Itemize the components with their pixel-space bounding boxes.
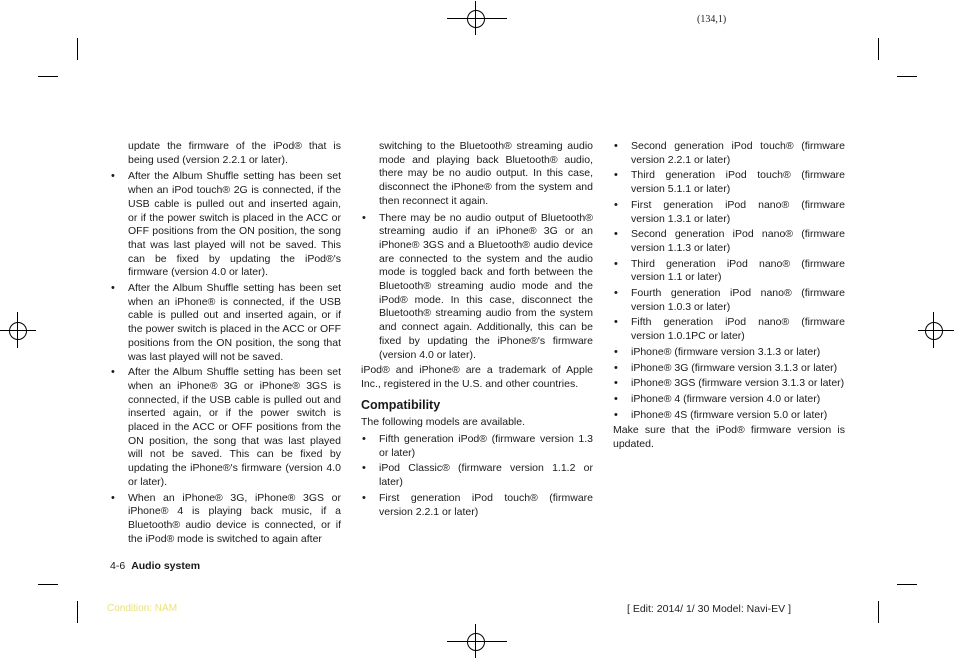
condition-label: Condition: NAM [107, 603, 178, 614]
list-item: • iPhone® 4S (firmware version 5.0 or later) [613, 409, 845, 423]
list-item: • First generation iPod nano® (firmware version 1.3.1 or later) [613, 199, 845, 226]
trademark-notice: iPod® and iPhone® are a trademark of Apple Inc., registered in the U.S. and other countries. [361, 364, 593, 390]
page-reference: (134,1) [697, 14, 727, 25]
list-item: • iPhone® (firmware version 3.1.3 or later) [613, 346, 845, 360]
model-list [613, 140, 845, 422]
list-item: • Third generation iPod nano® (firmware version 1.1 or later) [613, 258, 845, 285]
section-heading: Compatibility [361, 397, 441, 412]
list-item: • There may be no audio output of Bluetooth® streaming audio if an iPhone® 3G or an iPhone® 3GS and a Bluetooth® audio device are connected to the system and the audio mode is toggled back and forth between the Bluetooth® streaming audio mode and the iPod® mode. In this case, disconnect the Bluetooth® streaming audio from the system and connect again. Additionally, this can be fixed by updating the iPhone®'s firmware (version 4.0 or later). [361, 212, 593, 363]
note-list [361, 212, 593, 363]
list-item: • iPod Classic® (firmware version 1.1.2 or later) [361, 462, 593, 489]
intro-text: The following models are available. [361, 416, 526, 429]
model-list [361, 433, 593, 519]
page-footer [110, 560, 200, 572]
list-item: • Second generation iPod nano® (firmware version 1.1.3 or later) [613, 228, 845, 255]
list-item: • iPhone® 3G (firmware version 3.1.3 or later) [613, 362, 845, 376]
column-2 [361, 140, 593, 521]
continued-paragraph: switching to the Bluetooth® streaming audio mode and playing back Bluetooth® audio, there may be no audio output. In this case, disconnect the iPhone® from the system and then reconnect it again. [379, 140, 593, 207]
column-1 [110, 140, 341, 548]
list-item: • After the Album Shuffle setting has been set when an iPhone® 3G or iPhone® 3GS is connected, if the USB cable is pulled out and inserted again, or if the power switch is placed in the ACC or OFF positions from the ON position, the song that was last played will not be saved. This can be fixed by updating the iPhone®'s firmware (version 4.0 or later). [110, 366, 341, 489]
continued-paragraph: update the firmware of the iPod® that is being used (version 2.2.1 or later). [128, 140, 341, 166]
edit-info: [ Edit: 2014/ 1/ 30 Model: Navi-EV ] [627, 603, 792, 615]
list-item: • When an iPhone® 3G, iPhone® 3GS or iPhone® 4 is playing back music, if a Bluetooth® audio device is connected, or if the iPod® mode is switched to again after [110, 492, 341, 547]
list-item: • iPhone® 4 (firmware version 4.0 or later) [613, 393, 845, 407]
list-item: • Fifth generation iPod nano® (firmware version 1.0.1PC or later) [613, 316, 845, 343]
section-name: Audio system [131, 560, 201, 572]
list-item: • After the Album Shuffle setting has been set when an iPod touch® 2G is connected, if the USB cable is pulled out and inserted again, or if the power switch is placed in the ACC or OFF positions from the ON position, the song that was last played will not be saved. This can be fixed by updating the iPod®'s firmware (version 4.0 or later). [110, 170, 341, 280]
closing-note: Make sure that the iPod® firmware version is updated. [613, 424, 845, 451]
list-item: • iPhone® 3GS (firmware version 3.1.3 or later) [613, 377, 845, 391]
list-item: • Fourth generation iPod nano® (firmware version 1.0.3 or later) [613, 287, 845, 314]
list-item: • First generation iPod touch® (firmware version 2.2.1 or later) [361, 492, 593, 519]
column-3 [613, 140, 845, 455]
list-item: • Third generation iPod touch® (firmware version 5.1.1 or later) [613, 169, 845, 196]
list-item: • Second generation iPod touch® (firmware version 2.2.1 or later) [613, 140, 845, 167]
list-item: • After the Album Shuffle setting has been set when an iPhone® is connected, if the USB cable is pulled out and inserted again, or if the power switch is placed in the ACC or OFF positions from the ON position, the song that was last played will not be saved. [110, 282, 341, 364]
note-list [110, 170, 341, 546]
page-number: 4-6 [110, 560, 126, 572]
list-item: • Fifth generation iPod® (firmware version 1.3 or later) [361, 433, 593, 460]
